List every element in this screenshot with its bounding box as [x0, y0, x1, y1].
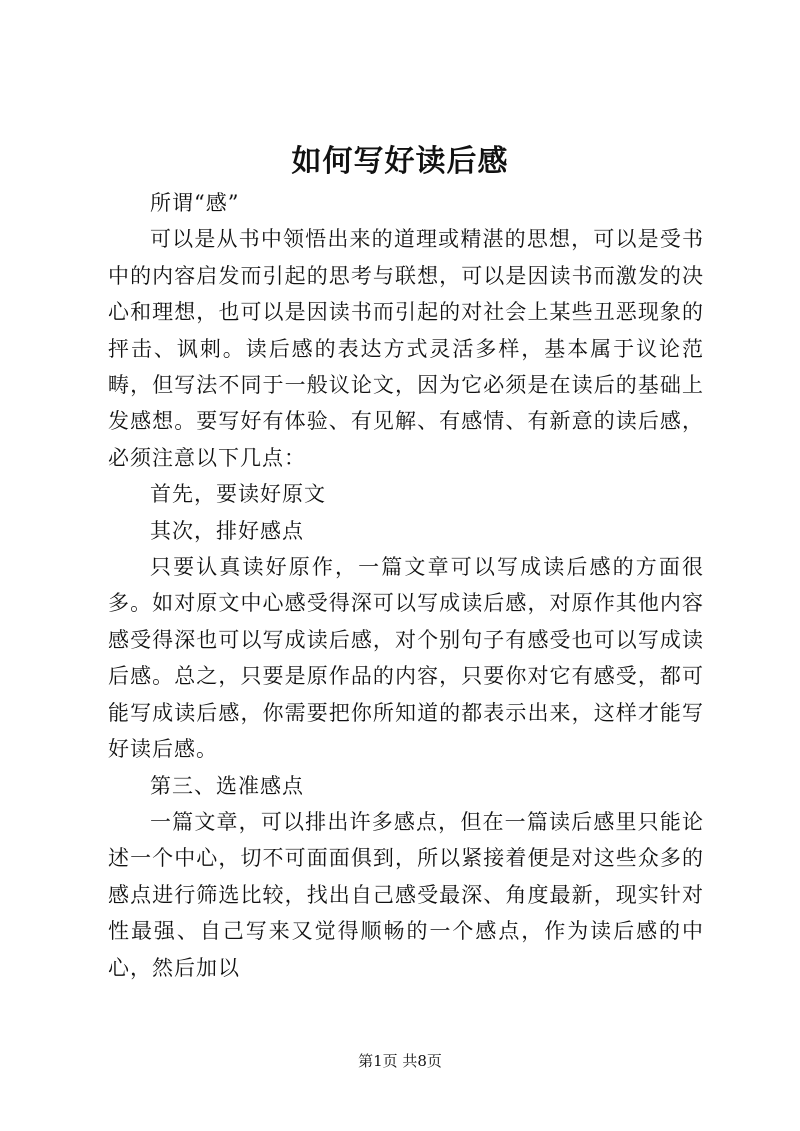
paragraph: 只要认真读好原作，一篇文章可以写成读后感的方面很多。如对原文中心感受得深可以写成读后感，对原作其他内容感受得深也可以写成读后感，对个别句子有感受也可以写成读后感。总之，只要是原作品的内容，只要你对它有感受，都可能写成读后感，你需要把你所知道的都表示出来，这样才能写好读后感。: [108, 555, 704, 762]
page-footer: 第1页 共8页: [358, 1052, 442, 1070]
paragraph-heading-third: 第三、选准感点: [150, 773, 304, 798]
paragraph: 一篇文章，可以排出许多感点，但在一篇读后感里只能论述一个中心，切不可面面俱到，所以紧接着便是对这些众多的感点进行筛选比较，找出自己感受最深、角度最新，现实针对性最强、自己写来又觉得顺畅的一个感点，作为读后感的中心，然后加以: [108, 809, 704, 980]
paragraph: 可以是从书中领悟出来的道理或精湛的思想，可以是受书中的内容启发而引起的思考与联想，可以是因读书而激发的决心和理想，也可以是因读书而引起的对社会上某些丑恶现象的抨击、讽刺。读后感的表达方式灵活多样，基本属于议论范畴，但写法不同于一般议论文，因为它必须是在读后的基础上发感想。要写好有体验、有见解、有感情、有新意的读后感，必须注意以下几点：: [108, 227, 704, 470]
paragraph-heading-first: 首先，要读好原文: [150, 482, 326, 507]
paragraph-heading-second: 其次，排好感点: [150, 518, 304, 543]
page-title: 如何写好读后感: [291, 144, 509, 179]
paragraph-heading-gan: 所谓“感”: [150, 191, 240, 215]
document-body: [108, 185, 704, 986]
